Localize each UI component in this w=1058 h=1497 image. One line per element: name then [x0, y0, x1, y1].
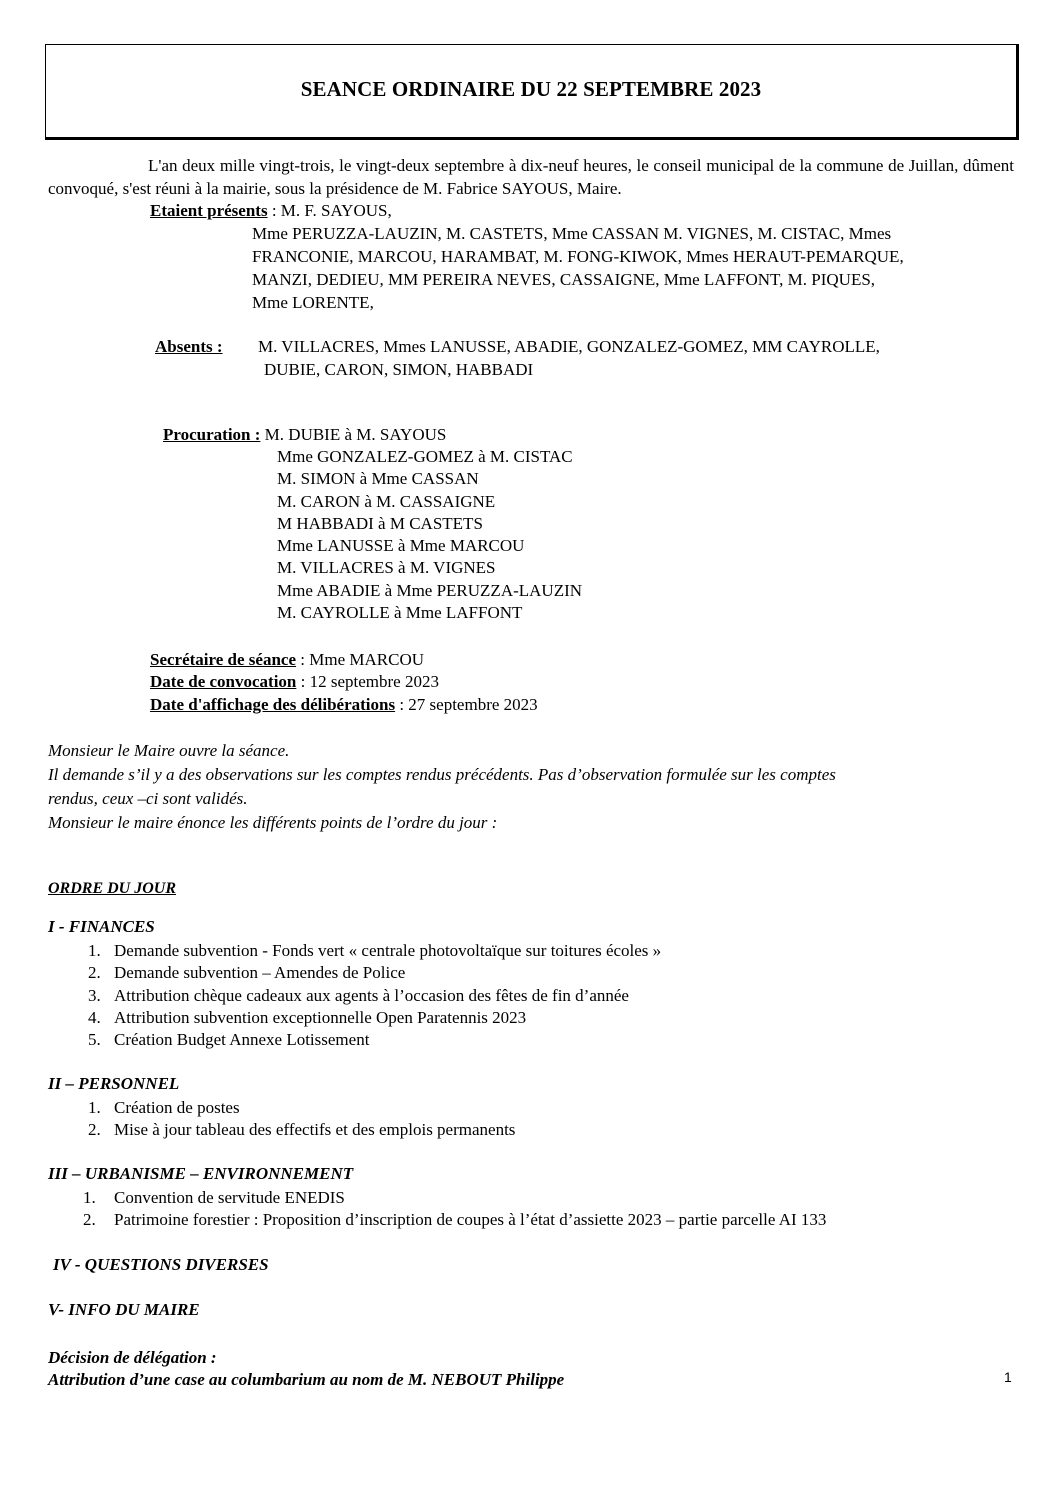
procuration-item: Mme LANUSSE à Mme MARCOU: [277, 536, 525, 556]
convocation-label: Date de convocation: [150, 672, 297, 692]
opening-line-2: Il demande s’il y a des observations sur les comptes rendus précédents. Pas d’observation formulée sur les comptes: [48, 765, 836, 784]
list-item: 2. Patrimoine forestier : Proposition d’inscription de coupes à l’état d’assiette 2023 – partie parcelle AI 133: [83, 1210, 827, 1230]
opening-line-3: rendus, ceux –ci sont validés.: [48, 789, 248, 808]
presents-line: Mme PERUZZA-LAUZIN, M. CASTETS, Mme CASSAN M. VIGNES, M. CISTAC, Mmes: [252, 224, 892, 243]
convocation-row: [150, 671, 538, 693]
section-personnel-title: II – PERSONNEL: [48, 1074, 180, 1093]
title-box: [45, 44, 1019, 140]
procuration-list: [277, 446, 582, 624]
procuration-item: M HABBADI à M CASTETS: [277, 513, 483, 533]
ordre-du-jour-title: ORDRE DU JOUR: [48, 880, 177, 897]
affichage-value: : 27 septembre 2023: [395, 694, 538, 714]
affichage-row: [150, 694, 538, 716]
delegation-line-2: Attribution d’une case au columbarium au nom de M. NEBOUT Philippe: [48, 1370, 565, 1389]
presents-header: [150, 199, 392, 222]
list-item: 4. Attribution subvention exceptionnelle Open Paratennis 2023: [88, 1007, 527, 1027]
personnel-list: [88, 1097, 515, 1142]
list-item: 2. Mise à jour tableau des effectifs et des emplois permanents: [88, 1120, 516, 1140]
intro-line-1: L'an deux mille vingt-trois, le vingt-deux septembre à dix-neuf heures, le conseil municipal de la commune: [148, 156, 884, 175]
absents-line-1: M. VILLACRES, Mmes LANUSSE, ABADIE, GONZALEZ-GOMEZ, MM CAYROLLE,: [258, 337, 880, 356]
absents-list: [258, 335, 1014, 381]
affichage-label: Date d'affichage des délibérations: [150, 694, 396, 714]
secretaire-label: Secrétaire de séance: [150, 650, 297, 669]
presents-line: Mme LORENTE,: [252, 293, 374, 312]
delegation-line-1: Décision de délégation :: [48, 1348, 217, 1367]
list-item: 5. Création Budget Annexe Lotissement: [88, 1030, 370, 1050]
procuration-first: M. DUBIE à M. SAYOUS: [260, 425, 447, 444]
presents-list: [252, 222, 1014, 314]
page-title: SEANCE ORDINAIRE DU 22 SEPTEMBRE 2023: [300, 77, 762, 101]
procuration-item: M. SIMON à Mme CASSAN: [277, 469, 479, 489]
presents-line: MANZI, DEDIEU, MM PEREIRA NEVES, CASSAIGNE, Mme LAFFONT, M. PIQUES,: [252, 270, 876, 289]
procuration-header: [163, 424, 446, 446]
procuration-item: M. VILLACRES à M. VIGNES: [277, 558, 496, 578]
absents-line-2: DUBIE, CARON, SIMON, HABBADI: [264, 360, 534, 379]
procuration-item: M. CAYROLLE à Mme LAFFONT: [277, 603, 523, 623]
session-meta: [150, 649, 538, 716]
opening-paragraph: [48, 739, 1014, 835]
procuration-item: Mme GONZALEZ-GOMEZ à M. CISTAC: [277, 447, 573, 466]
opening-line-4: Monsieur le maire énonce les différents points de l’ordre du jour :: [48, 813, 498, 832]
secretaire-row: [150, 649, 538, 671]
procuration-item: M. CARON à M. CASSAIGNE: [277, 491, 496, 511]
section-info-title: V- INFO DU MAIRE: [48, 1300, 200, 1319]
procuration-label: Procuration :: [163, 425, 261, 444]
section-urbanisme-title: III – URBANISME – ENVIRONNEMENT: [48, 1164, 354, 1183]
intro-line-2: de Juillan, dûment convoqué, s'est réuni à la mairie, sous la présidence de M. Fabrice SAYOUS, Maire.: [48, 156, 1014, 198]
page-number: 1: [1004, 1369, 1012, 1385]
list-item: 3. Attribution chèque cadeaux aux agents à l’occasion des fêtes de fin d’année: [88, 985, 629, 1005]
finances-list: [88, 940, 661, 1051]
convocation-value: : 12 septembre 2023: [296, 672, 439, 692]
secretaire-value: : Mme MARCOU: [296, 650, 424, 669]
presents-line: FRANCONIE, MARCOU, HARAMBAT, M. FONG-KIWOK, Mmes HERAUT-PEMARQUE,: [252, 247, 904, 266]
list-item: 1. Convention de servitude ENEDIS: [83, 1188, 345, 1207]
list-item: 1. Demande subvention - Fonds vert « centrale photovoltaïque sur toitures écoles »: [88, 941, 662, 960]
list-item: 1. Création de postes: [88, 1098, 240, 1117]
section-questions-title: IV - QUESTIONS DIVERSES: [53, 1255, 269, 1274]
list-item: 2. Demande subvention – Amendes de Police: [88, 963, 406, 983]
presents-label: Etaient présents: [150, 201, 268, 220]
absents-label: Absents :: [155, 337, 223, 356]
delegation-block: [48, 1347, 564, 1391]
absents-header: [155, 335, 223, 358]
presents-first: : M. F. SAYOUS,: [267, 201, 392, 220]
opening-line-1: Monsieur le Maire ouvre la séance.: [48, 741, 290, 760]
intro-paragraph: [48, 154, 1014, 200]
section-finances-title: I - FINANCES: [48, 917, 155, 936]
procuration-item: Mme ABADIE à Mme PERUZZA-LAUZIN: [277, 580, 583, 600]
urbanisme-list: [83, 1187, 826, 1232]
